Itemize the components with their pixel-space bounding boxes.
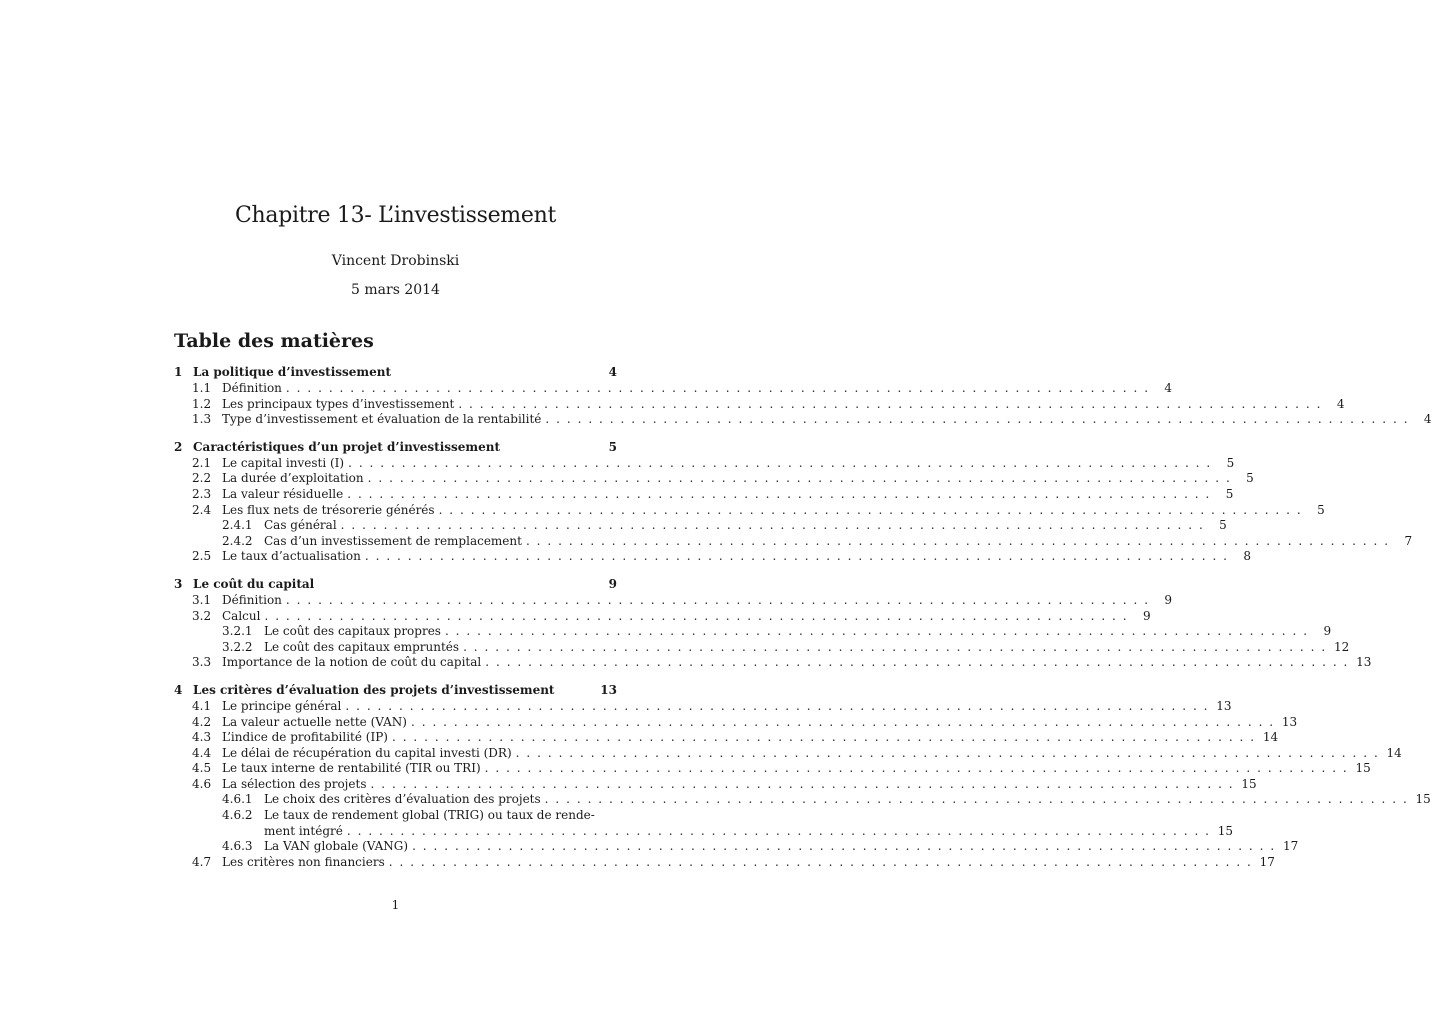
toc-section[interactable] [174, 364, 617, 381]
toc-title: Définition [222, 592, 282, 607]
toc-title: Le coût des capitaux propres [264, 624, 441, 639]
leader-dots [526, 534, 1388, 550]
toc-heading: Table des matières [174, 330, 374, 352]
toc-subsubsection[interactable] [174, 792, 1431, 808]
toc-page: 7 [1404, 533, 1413, 548]
toc-page: 14 [1386, 745, 1402, 760]
toc-title: Le capital investi (I) [222, 455, 345, 470]
toc-subsection[interactable] [174, 502, 1325, 519]
toc-subsection[interactable] [174, 655, 1372, 671]
toc-page: 5 [1225, 486, 1234, 501]
toc-subsection[interactable] [174, 745, 1402, 762]
toc-number: 2.2 [192, 471, 212, 486]
toc-title: Calcul [222, 608, 261, 623]
leader-dots [389, 855, 1251, 871]
toc-page: 5 [1219, 518, 1227, 533]
toc-title-line2: ment intégré [264, 823, 343, 838]
toc-page: 5 [608, 439, 617, 454]
toc-page: 5 [1246, 471, 1254, 486]
toc-number: 4.6 [192, 776, 212, 791]
toc-page: 4 [1336, 396, 1345, 411]
toc-title: La valeur actuelle nette (VAN) [222, 714, 407, 729]
toc-title: Cas général [264, 518, 337, 533]
toc-page: 9 [1323, 624, 1332, 639]
leader-dots [371, 777, 1233, 793]
toc-title: La durée d’exploitation [222, 471, 364, 486]
toc-number: 4.6.2 [222, 808, 253, 823]
toc-number: 2.5 [192, 549, 212, 564]
leader-dots [347, 487, 1209, 503]
toc-subsubsection[interactable] [174, 639, 1350, 656]
toc-title: Définition [222, 381, 282, 395]
toc-page: 4 [608, 365, 617, 379]
leader-dots [286, 381, 1148, 397]
date: 5 mars 2014 [351, 282, 440, 298]
toc-number: 4.6.3 [222, 839, 253, 854]
document-title: Chapitre 13- L’investissement [235, 203, 556, 228]
toc-page: 13 [1281, 714, 1298, 729]
toc-subsubsection[interactable] [174, 839, 1299, 855]
leader-dots [545, 792, 1407, 808]
toc-page: 5 [1226, 455, 1235, 470]
toc-title: La VAN globale (VANG) [264, 839, 409, 854]
toc-subsection[interactable] [174, 486, 1234, 503]
toc-title: Cas d’un investissement de remplacement [264, 533, 522, 548]
table-of-contents [174, 364, 1432, 870]
leader-dots [264, 609, 1126, 625]
toc-number: 2.3 [192, 486, 212, 501]
toc-number: 4.4 [192, 745, 212, 760]
toc-page: 13 [1216, 698, 1232, 713]
toc-page: 17 [1259, 854, 1275, 869]
toc-subsection[interactable] [174, 698, 1232, 715]
toc-title: La sélection des projets [222, 776, 367, 791]
leader-dots [348, 456, 1210, 472]
toc-section[interactable] [174, 439, 617, 456]
page-number: 1 [391, 898, 400, 912]
toc-page: 13 [600, 682, 617, 697]
toc-number: 3.1 [192, 592, 212, 607]
author: Vincent Drobinski [331, 253, 460, 269]
toc-number: 2.4 [192, 502, 212, 517]
toc-page: 8 [1243, 549, 1251, 564]
toc-title: Type d’investissement et évaluation de la rentabilité [222, 412, 542, 427]
toc-page: 4 [1423, 412, 1432, 427]
toc-title: Les critères non financiers [222, 854, 385, 869]
toc-subsection[interactable] [174, 412, 1432, 428]
toc-number: 1 [174, 365, 183, 379]
toc-number: 1.1 [192, 381, 212, 395]
toc-page: 14 [1262, 730, 1279, 745]
toc-page: 15 [1355, 761, 1371, 776]
toc-number: 2.4.1 [222, 518, 253, 533]
toc-number: 3.2.1 [222, 624, 253, 639]
toc-number: 4.5 [192, 761, 212, 776]
toc-title: Le coût des capitaux empruntés [264, 639, 460, 654]
leader-dots [365, 549, 1227, 565]
toc-page: 15 [1415, 792, 1431, 807]
toc-page: 15 [1241, 776, 1257, 791]
leader-dots [412, 839, 1274, 855]
toc-page: 9 [608, 576, 617, 591]
toc-title: L’indice de profitabilité (IP) [222, 730, 388, 745]
toc-number: 3 [174, 576, 183, 591]
toc-title: La valeur résiduelle [222, 486, 344, 501]
toc-title: Les principaux types d’investissement [222, 396, 455, 411]
toc-title: Le principe général [222, 698, 342, 713]
leader-dots [485, 761, 1347, 777]
toc-page: 4 [1164, 381, 1173, 395]
toc-subsection[interactable] [174, 854, 1275, 871]
toc-subsection[interactable] [174, 396, 1345, 413]
toc-page: 5 [1317, 502, 1325, 517]
toc-title: Le choix des critères d’évaluation des projets [264, 792, 541, 807]
toc-number: 3.2.2 [222, 639, 253, 654]
toc-number: 3.3 [192, 655, 212, 670]
toc-title: Importance de la notion de coût du capital [222, 655, 482, 670]
toc-number: 3.2 [192, 608, 212, 623]
toc-subsubsection[interactable] [174, 624, 1332, 640]
toc-subsection[interactable] [174, 761, 1371, 777]
toc-page: 13 [1356, 655, 1372, 670]
leader-dots [341, 518, 1203, 534]
toc-title: Le taux interne de rentabilité (TIR ou TRI) [222, 761, 481, 776]
toc-subsection[interactable] [174, 730, 1279, 746]
leader-dots [463, 640, 1325, 656]
toc-subsubsection[interactable] [174, 518, 1227, 534]
toc-section[interactable] [174, 576, 617, 593]
leader-dots [545, 412, 1407, 428]
toc-title: La politique d’investissement [193, 365, 391, 379]
toc-number: 4 [174, 682, 183, 697]
toc-page: 12 [1333, 639, 1350, 654]
leader-dots [411, 715, 1273, 731]
leader-dots [368, 471, 1230, 487]
toc-page: 9 [1164, 592, 1173, 607]
toc-subsection[interactable] [174, 455, 1235, 472]
toc-subsection[interactable] [174, 776, 1257, 793]
leader-dots [347, 824, 1209, 840]
toc-page: 9 [1142, 608, 1151, 623]
toc-number: 4.3 [192, 730, 212, 745]
toc-title: Le coût du capital [193, 576, 315, 591]
toc-subsection[interactable] [174, 381, 1173, 397]
toc-title: Le délai de récupération du capital investi (DR) [222, 745, 512, 760]
toc-title: Caractéristiques d’un projet d’investissement [193, 439, 501, 454]
toc-number: 4.1 [192, 698, 212, 713]
toc-title-line1: Le taux de rendement global (TRIG) ou taux de rende- [264, 808, 595, 823]
toc-number: 2.4.2 [222, 533, 253, 548]
toc-number: 4.7 [192, 854, 212, 869]
toc-number: 4.6.1 [222, 792, 253, 807]
toc-number: 1.3 [192, 412, 212, 427]
leader-dots [439, 503, 1301, 519]
toc-subsection[interactable] [174, 549, 1251, 565]
leader-dots [516, 746, 1378, 762]
leader-dots [485, 655, 1347, 671]
leader-dots [345, 699, 1207, 715]
toc-subsubsection[interactable] [174, 808, 617, 824]
toc-subsubsection-continued[interactable] [174, 823, 1233, 840]
toc-number: 2.1 [192, 455, 212, 470]
toc-subsection[interactable] [174, 608, 1151, 625]
toc-subsection[interactable] [174, 592, 1173, 609]
toc-title: Les critères d’évaluation des projets d’investissement [193, 682, 555, 697]
toc-section[interactable] [174, 682, 617, 699]
leader-dots [445, 624, 1307, 640]
toc-title: Les flux nets de trésorerie générés [222, 502, 435, 517]
toc-number: 2 [174, 439, 183, 454]
leader-dots [458, 397, 1320, 413]
toc-subsection[interactable] [174, 714, 1298, 731]
toc-number: 1.2 [192, 396, 212, 411]
leader-dots [392, 730, 1254, 746]
leader-dots [286, 593, 1148, 609]
toc-page: 17 [1282, 839, 1299, 854]
toc-subsection[interactable] [174, 471, 1254, 487]
toc-number: 4.2 [192, 714, 212, 729]
toc-subsubsection[interactable] [174, 533, 1413, 550]
toc-page: 15 [1217, 823, 1233, 838]
toc-title: Le taux d’actualisation [222, 549, 361, 564]
